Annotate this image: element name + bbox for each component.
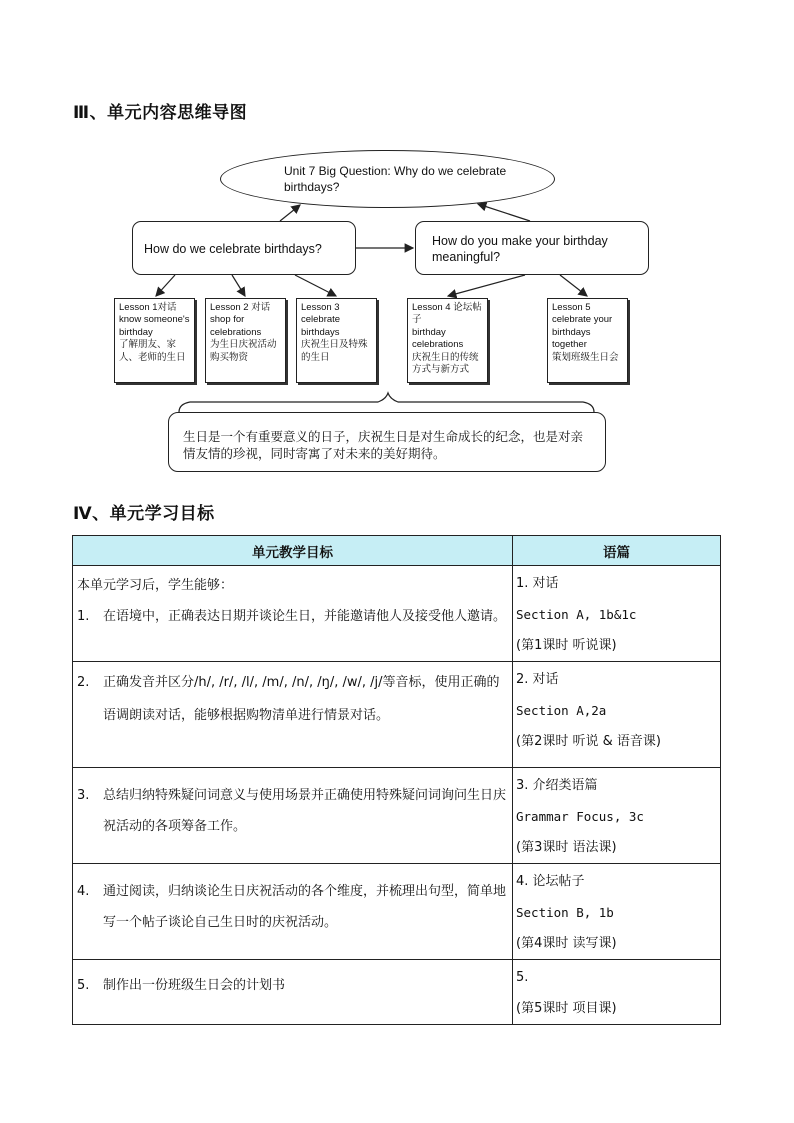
- lesson-4-text: Lesson 4 论坛帖子 birthday celebrations 庆祝生日的传统方式与新方式: [412, 302, 482, 376]
- goal-cell: [73, 662, 513, 768]
- goal-number: 1.: [77, 609, 90, 624]
- section-4-heading: Ⅳ、单元学习目标: [73, 504, 215, 524]
- text-cell: [513, 662, 721, 768]
- big-question-oval: [220, 150, 555, 208]
- goal-text: 在语境中，正确表达日期并谈论生日，并能邀请他人及接受他人邀请。: [103, 609, 507, 624]
- text-period: (第3课时 语法课): [516, 840, 617, 855]
- question-box-right: [415, 221, 649, 275]
- table-row: [73, 662, 721, 768]
- goal-number: 2.: [77, 675, 90, 690]
- goal-cell: [73, 864, 513, 960]
- goal-text: 制作出一份班级生日会的计划书: [103, 978, 286, 993]
- goal-text: 正确发音并区分/h/, /r/, /l/, /m/, /n/, /ŋ/, /w/, /j/等音标，使用正确的语调朗读对话，能够根据购物清单进行情景对话。: [103, 675, 500, 723]
- text-title: 5.: [516, 970, 529, 985]
- table-row: [73, 768, 721, 864]
- table-row: [73, 960, 721, 1025]
- arrow-q1-to-l3: [295, 275, 336, 296]
- text-cell: [513, 566, 721, 662]
- text-title: 2. 对话: [516, 672, 559, 687]
- lesson-5-text: Lesson 5 celebrate your birthdays together 策划班级生日会: [552, 302, 619, 363]
- goal-cell: [73, 960, 513, 1025]
- text-title: 3. 介绍类语篇: [516, 778, 598, 793]
- lesson-3-text: Lesson 3 celebrate birthdays 庆祝生日及特殊的生日: [301, 302, 368, 363]
- header-texts: 语篇: [513, 536, 721, 566]
- text-period: (第1课时 听说课): [516, 638, 617, 653]
- lesson-2-text: Lesson 2 对话 shop for celebrations 为生日庆祝活动购买物资: [210, 302, 277, 363]
- arrow-q2-to-l5: [560, 275, 587, 296]
- table-header-row: [73, 536, 721, 566]
- text-section: Grammar Focus, 3c: [516, 809, 644, 824]
- text-section: Section A,2a: [516, 703, 607, 718]
- big-question-text: Unit 7 Big Question: Why do we celebrate birthdays?: [284, 164, 507, 194]
- question-left-text: How do we celebrate birthdays?: [144, 242, 322, 256]
- text-cell: [513, 864, 721, 960]
- lesson-4-box: [407, 298, 488, 383]
- text-section: Section A, 1b&1c: [516, 607, 637, 622]
- text-title: 4. 论坛帖子: [516, 874, 585, 889]
- lesson-1-box: [114, 298, 195, 383]
- table-row: [73, 566, 721, 662]
- goal-text: 总结归纳特殊疑问词意义与使用场景并正确使用特殊疑问词询问生日庆祝活动的各项筹备工作。: [103, 788, 507, 834]
- section-3-heading: Ⅲ、单元内容思维导图: [73, 103, 248, 123]
- lesson-5-box: [547, 298, 628, 383]
- question-box-left: [132, 221, 356, 275]
- unit-mind-map: [0, 0, 794, 500]
- arrow-q1-to-l1: [156, 275, 175, 296]
- text-cell: [513, 768, 721, 864]
- text-cell: [513, 960, 721, 1025]
- lesson-2-box: [205, 298, 286, 383]
- header-teaching-goals: 单元教学目标: [73, 536, 513, 566]
- goal-number: 5.: [77, 978, 90, 993]
- question-right-text: How do you make your birthday meaningful?: [432, 234, 608, 264]
- table-row: [73, 864, 721, 960]
- arrow-q2-to-l4: [448, 275, 525, 296]
- text-title: 1. 对话: [516, 576, 559, 591]
- goal-number: 3.: [77, 788, 90, 803]
- arrow-q1-to-l2: [232, 275, 245, 296]
- goal-cell: [73, 566, 513, 662]
- unit-goals-table: [72, 535, 721, 1025]
- lesson-1-text: Lesson 1对话 know someone's birthday 了解朋友、家人、老师的生日: [119, 302, 190, 363]
- goal-text: 通过阅读，归纳谈论生日庆祝活动的各个维度，并梳理出句型，简单地写一个帖子谈论自己生日时的庆祝活动。: [103, 884, 507, 930]
- goal-intro: 本单元学习后，学生能够：: [77, 578, 234, 593]
- goal-cell: [73, 768, 513, 864]
- text-section: Section B, 1b: [516, 905, 614, 920]
- text-period: (第4课时 读写课): [516, 936, 617, 951]
- text-period: (第2课时 听说 & 语音课): [516, 734, 661, 749]
- text-period: (第5课时 项目课): [516, 1001, 617, 1016]
- arrow-q1-to-question: [280, 205, 300, 221]
- summary-box: [168, 412, 606, 472]
- summary-text: 生日是一个有重要意义的日子，庆祝生日是对生命成长的纪念，也是对亲情友情的珍视，同时寄寓了对未来的美好期待。: [183, 430, 584, 461]
- goal-number: 4.: [77, 884, 90, 899]
- summary-brace: [179, 393, 594, 412]
- lesson-3-box: [296, 298, 377, 383]
- arrow-q2-to-question: [478, 204, 530, 221]
